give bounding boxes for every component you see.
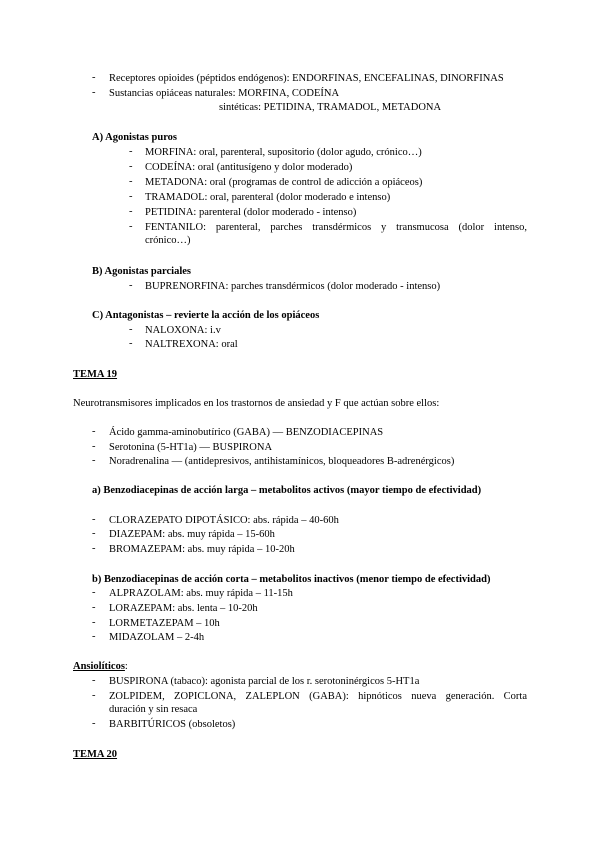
list-item: BROMAZEPAM: abs. muy rápida – 10-20h [109,544,295,555]
heading-antagonistas: C) Antagonistas – revierte la acción de los opiáceos [92,310,320,321]
bullet-dash: - [129,280,133,291]
intro-line-naturales: Sustancias opiáceas naturales: MORFINA, CODEÍNA [109,88,340,99]
bullet-dash: - [92,528,96,539]
list-item: Noradrenalina — (antidepresivos, antihistamínicos, bloqueadores B-adrenérgicos) [109,456,455,467]
list-item: BUSPIRONA (tabaco): agonista parcial de los r. serotoninérgicos 5-HT1a [109,676,420,687]
bullet-dash: - [92,514,96,525]
list-item: MIDAZOLAM – 2-4h [109,632,205,643]
bullet-dash: - [92,587,96,598]
bullet-dash: - [129,161,133,172]
section-title-tema-20: TEMA 20 [73,749,118,760]
bullet-dash: - [92,631,96,642]
heading-ansioliticos-text: Ansiolíticos [73,661,125,672]
list-item: BARBITÚRICOS (obsoletos) [109,719,236,730]
list-item: NALOXONA: i.v [145,325,221,336]
list-item: PETIDINA: parenteral (dolor moderado - intenso) [145,207,357,218]
bullet-dash: - [92,675,96,686]
list-item: ALPRAZOLAM: abs. muy rápida – 11-15h [109,588,293,599]
list-item: LORAZEPAM: abs. lenta – 10-20h [109,603,258,614]
section-title-tema-19: TEMA 19 [73,369,118,380]
bullet-dash: - [129,191,133,202]
bullet-dash: - [92,441,96,452]
bullet-dash: - [129,338,133,349]
list-item: METADONA: oral (programas de control de adicción a opiáceos) [145,177,423,188]
bullet-dash: - [92,690,96,701]
list-item: TRAMADOL: oral, parenteral (dolor moderado e intenso) [145,192,391,203]
bullet-dash: - [129,221,133,232]
list-item: FENTANILO: parenteral, parches transdérmicos y transmucosa (dolor intenso, [145,222,527,233]
bullet-dash: - [92,72,96,83]
bullet-dash: - [92,617,96,628]
bullet-dash: - [129,324,133,335]
list-item: LORMETAZEPAM – 10h [109,618,220,629]
bullet-dash: - [92,87,96,98]
list-item: ZOLPIDEM, ZOPICLONA, ZALEPLON (GABA): hipnóticos nueva generación. Corta [109,691,527,702]
heading-agonistas-puros: A) Agonistas puros [92,132,177,143]
heading-agonistas-parciales: B) Agonistas parciales [92,266,191,277]
list-item: NALTREXONA: oral [145,339,238,350]
bullet-dash: - [92,718,96,729]
intro-line-receptores: Receptores opioides (péptidos endógenos): ENDORFINAS, ENCEFALINAS, DINORFINAS [109,73,504,84]
list-item-continuation: duración y sin resaca [109,704,198,715]
list-item: Ácido gamma-aminobutírico (GABA) — BENZODIACEPINAS [109,427,384,438]
heading-benzodiacepinas-larga: a) Benzodiacepinas de acción larga – metabolitos activos (mayor tiempo de efectividad) [92,485,482,496]
list-item: DIAZEPAM: abs. muy rápida – 15-60h [109,529,275,540]
paragraph-neurotransmisores: Neurotransmisores implicados en los trastornos de ansiedad y F que actúan sobre ellos: [73,398,440,409]
bullet-dash: - [129,176,133,187]
bullet-dash: - [92,543,96,554]
list-item: Serotonina (5-HT1a) — BUSPIRONA [109,442,273,453]
list-item-continuation: crónico…) [145,235,191,246]
list-item: BUPRENORFINA: parches transdérmicos (dolor moderado - intenso) [145,281,441,292]
bullet-dash: - [129,206,133,217]
list-item: CLORAZEPATO DIPOTÁSICO: abs. rápida – 40-60h [109,515,339,526]
list-item: MORFINA: oral, parenteral, supositorio (dolor agudo, crónico…) [145,147,422,158]
bullet-dash: - [129,146,133,157]
list-item: CODEÍNA: oral (antitusígeno y dolor moderado) [145,162,353,173]
bullet-dash: - [92,455,96,466]
heading-benzodiacepinas-corta: b) Benzodiacepinas de acción corta – metabolitos inactivos (menor tiempo de efectividad) [92,574,491,585]
heading-ansioliticos: Ansiolíticos: [73,661,128,672]
bullet-dash: - [92,602,96,613]
intro-line-sinteticas: sintéticas: PETIDINA, TRAMADOL, METADONA [219,102,442,113]
bullet-dash: - [92,426,96,437]
